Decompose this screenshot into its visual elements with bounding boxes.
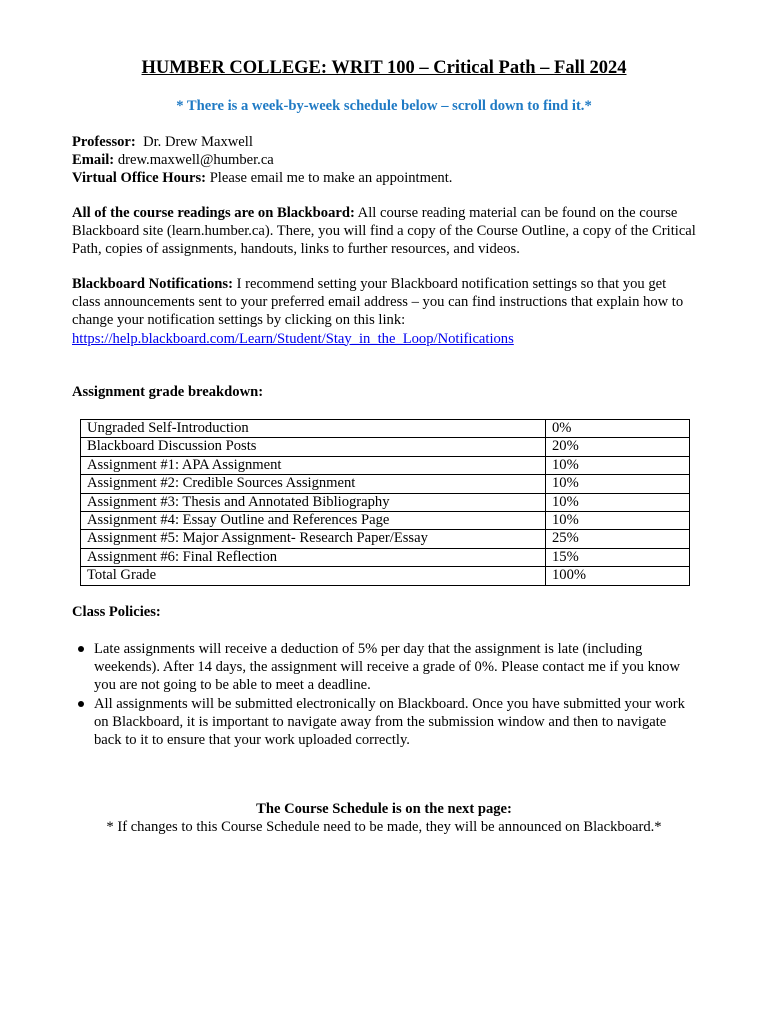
table-row [81, 567, 690, 585]
grade-weight-cell: 10% [546, 475, 690, 493]
grade-weight-cell: 100% [546, 567, 690, 585]
schedule-notice: * There is a week-by-week schedule below – scroll down to find it.* [176, 98, 592, 114]
email-value: drew.maxwell@humber.ca [117, 152, 274, 169]
table-row [81, 548, 690, 566]
policies-list [72, 640, 696, 749]
notifications-paragraph [72, 275, 696, 348]
grade-weight-cell: 0% [546, 420, 690, 438]
grade-item-cell: Assignment #1: APA Assignment [81, 456, 546, 474]
policy-item: All assignments will be submitted electronically on Blackboard. Once you have submitted your work on Blackboard, it is important to navigate away from the submission window and then to navigate back to it to ensure that your work uploaded correctly. [72, 695, 696, 750]
table-row [81, 530, 690, 548]
professor-label: Professor: [72, 134, 136, 150]
contact-info [72, 133, 696, 188]
grade-item-cell: Assignment #5: Major Assignment- Research Paper/Essay [81, 530, 546, 548]
notifications-text: I recommend setting your Blackboard notification settings so that you get class announcements sent to your preferred email address – you can find instructions that explain how to change your notification settings by clicking on this link: [72, 276, 684, 329]
grades-heading: Assignment grade breakdown: [72, 384, 264, 400]
readings-paragraph [72, 204, 696, 259]
grade-item-cell: Assignment #6: Final Reflection [81, 548, 546, 566]
page-title: HUMBER COLLEGE: WRIT 100 – Critical Path – Fall 2024 [141, 58, 627, 78]
policy-item: Late assignments will receive a deduction of 5% per day that the assignment is late (including weekends). After 14 days, the assignment will receive a grade of 0%. Please contact me if you know you are not going to be able to meet a deadline. [72, 640, 696, 695]
table-row [81, 475, 690, 493]
office-hours-line [72, 169, 696, 187]
grade-weight-cell: 10% [546, 493, 690, 511]
table-row [81, 493, 690, 511]
grade-weight-cell: 10% [546, 456, 690, 474]
professor-value: Dr. Drew Maxwell [143, 134, 253, 150]
grade-item-cell: Assignment #3: Thesis and Annotated Bibliography [81, 493, 546, 511]
table-row [81, 420, 690, 438]
email-line [72, 151, 696, 169]
grade-item-cell: Ungraded Self-Introduction [81, 420, 546, 438]
grade-weight-cell: 15% [546, 548, 690, 566]
office-hours-value: Please email me to make an appointment. [209, 170, 453, 187]
notifications-link[interactable]: https://help.blackboard.com/Learn/Student/Stay_in_the_Loop/Notifications [72, 330, 514, 347]
readings-text: All course reading material can be found on the course Blackboard site (learn.humber.ca). There, you will find a copy of the Course Outline, a copy of the Critical Path, copies of assignments, handouts, links to further resources, and videos. [72, 205, 696, 258]
grades-table [80, 419, 690, 586]
table-row [81, 456, 690, 474]
grade-item-cell: Assignment #2: Credible Sources Assignment [81, 475, 546, 493]
grade-weight-cell: 25% [546, 530, 690, 548]
grade-item-cell: Blackboard Discussion Posts [81, 438, 546, 456]
policies-heading: Class Policies: [72, 604, 161, 620]
grade-item-cell: Assignment #4: Essay Outline and References Page [81, 512, 546, 530]
schedule-note: * If changes to this Course Schedule need to be made, they will be announced on Blackboard.* [106, 819, 662, 835]
grade-weight-cell: 20% [546, 438, 690, 456]
professor-line [72, 133, 696, 151]
grade-item-cell: Total Grade [81, 567, 546, 585]
schedule-heading: The Course Schedule is on the next page: [256, 801, 512, 817]
email-label: Email: [72, 152, 115, 169]
readings-label: All of the course readings are on Blackboard: [72, 205, 355, 221]
grade-weight-cell: 10% [546, 512, 690, 530]
notifications-label: Blackboard Notifications: [72, 276, 233, 292]
table-row [81, 438, 690, 456]
office-hours-label: Virtual Office Hours: [72, 170, 207, 187]
table-row [81, 512, 690, 530]
